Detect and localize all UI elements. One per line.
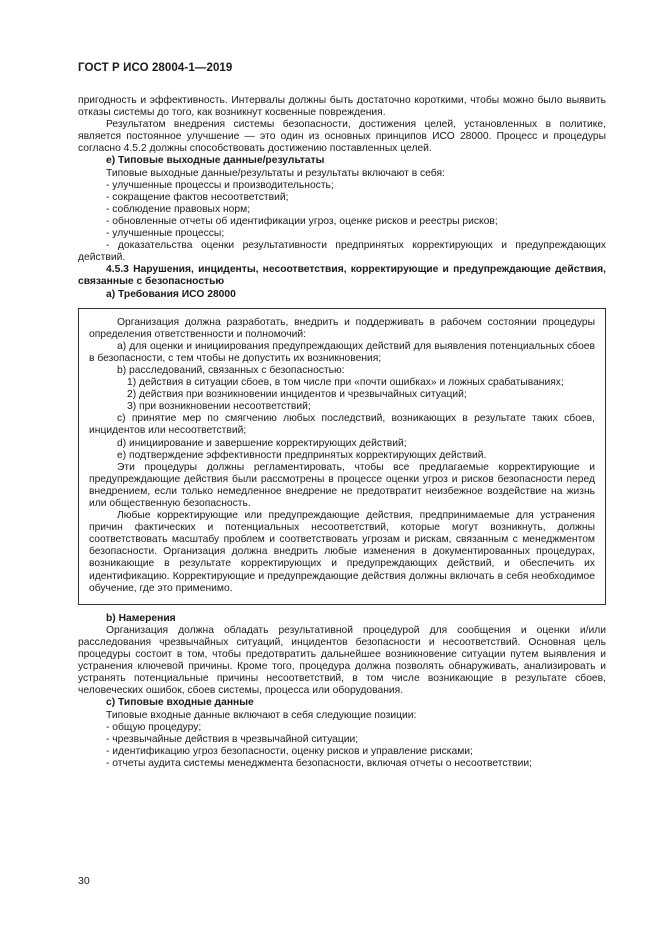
list-item: - общую процедуру; <box>106 721 202 733</box>
section-e-heading: е) Типовые выходные данные/результаты <box>106 155 325 167</box>
document-header: ГОСТ Р ИСО 28004-1—2019 <box>78 62 233 74</box>
list-item: - доказательства оценки результативности предпринятых корректирующих и предупреждающих действий. <box>78 240 606 264</box>
box-item-b1: 1) действия в ситуации сбоев, в том числе при «почти ошибках» и ложных срабатываниях; <box>127 377 564 389</box>
list-item: - улучшенные процессы; <box>106 228 225 240</box>
list-item: - улучшенные процессы и производительность; <box>106 179 334 191</box>
page-number: 30 <box>78 875 90 887</box>
section-b-text: Организация должна обладать результативной процедурой для сообщения и оценки и/или расследования чрезвычайных ситуаций, инцидентов безопасности и несоответствий. Основная цель процедуры состоит в том, чтобы предотвратить дальнейшее возникновение ситуации путем выявления и устранения ключевой причины. Кроме того, процедура должна позволять обнаруживать, анализировать и устранять потенциальные причины несоответствий, в том числе возникающие в результате сбоев, человеческих ошибок, сбоев системы, процесса или оборудования. <box>78 624 606 697</box>
list-item: - сокращение фактов несоответствий; <box>106 191 289 203</box>
section-b-heading: b) Намерения <box>106 612 176 624</box>
paragraph-result: Результатом внедрения системы безопасности, достижения целей, установленных в политике, является постоянное улучшение — это один из основных принципов ИСО 28000. Процесс и процедуры согласно 4.5.2 должны способствовать достижению поставленных целей. <box>78 119 606 155</box>
box-paragraph: Эти процедуры должны регламентировать, чтобы все предлагаемые корректирующие и предупреждающие действия были рассмотрены в процессе оценки угроз и рисков безопасности перед внедрением, если только немедленное внедрение не предотвратит неизбежное воздействие на жизнь или общественную безопасность. <box>89 461 595 509</box>
requirements-box <box>78 308 606 605</box>
box-item-c: с) принятие мер по смягчению любых последствий, возникающих в результате таких сбоев, инцидентов или несоответствий; <box>89 413 595 437</box>
section-453-subheading: а) Требования ИСО 28000 <box>106 288 236 300</box>
box-item-d: d) инициирование и завершение корректирующих действий; <box>117 437 407 449</box>
box-item-b3: 3) при возникновении несоответствий; <box>127 401 311 413</box>
section-c-intro: Типовые входные данные включают в себя следующие позиции: <box>106 709 417 721</box>
list-item: - обновленные отчеты об идентификации угроз, оценке рисков и реестры рисков; <box>106 215 498 227</box>
section-e-intro: Типовые выходные данные/результаты и результаты включают в себя: <box>106 167 445 179</box>
document-body <box>78 95 606 770</box>
box-item-b2: 2) действия при возникновении инцидентов и чрезвычайных ситуаций; <box>127 389 467 401</box>
paragraph-intro: пригодность и эффективность. Интервалы должны быть достаточно короткими, чтобы можно было выявить отказы системы до того, как возникнут косвенные повреждения. <box>78 95 606 119</box>
box-paragraph: Организация должна разработать, внедрить и поддерживать в рабочем состоянии процедуры определения ответственности и полномочий: <box>89 316 595 340</box>
list-item: - чрезвычайные действия в чрезвычайной ситуации; <box>106 733 359 745</box>
list-item: - идентификацию угроз безопасности, оценку рисков и управление рисками; <box>106 745 473 757</box>
box-item-e: е) подтверждение эффективности предпринятых корректирующих действий. <box>117 449 487 461</box>
section-453-heading: 4.5.3 Нарушения, инциденты, несоответствия, корректирующие и предупреждающие действия, связанные с безопасностью <box>78 264 606 288</box>
box-paragraph: Любые корректирующие или предупреждающие действия, предпринимаемые для устранения причин фактических и потенциальных несоответствий, которые могут возникнуть, должны соответствовать масштабу проблем и соответствовать угрозам и рискам, связанным с менеджментом безопасности. Организация должна внедрить любые изменения в документированных процедурах, возникающие в результате корректирующих и предупреждающих действий, и обеспечить их идентификацию. Корректирующие и предупреждающие действия должны включать в себя необходимое обучение, где это применимо. <box>89 510 595 594</box>
list-item: - соблюдение правовых норм; <box>106 203 251 215</box>
box-item-b: b) расследований, связанных с безопасностью: <box>117 364 345 376</box>
section-c-heading: с) Типовые входные данные <box>106 697 254 709</box>
list-item: - отчеты аудита системы менеджмента безопасности, включая отчеты о несоответствии; <box>106 757 533 769</box>
box-item-a: а) для оценки и инициирования предупреждающих действий для выявления потенциальных сбоев в безопасности, с тем чтобы не допустить их возникновения; <box>89 340 595 364</box>
